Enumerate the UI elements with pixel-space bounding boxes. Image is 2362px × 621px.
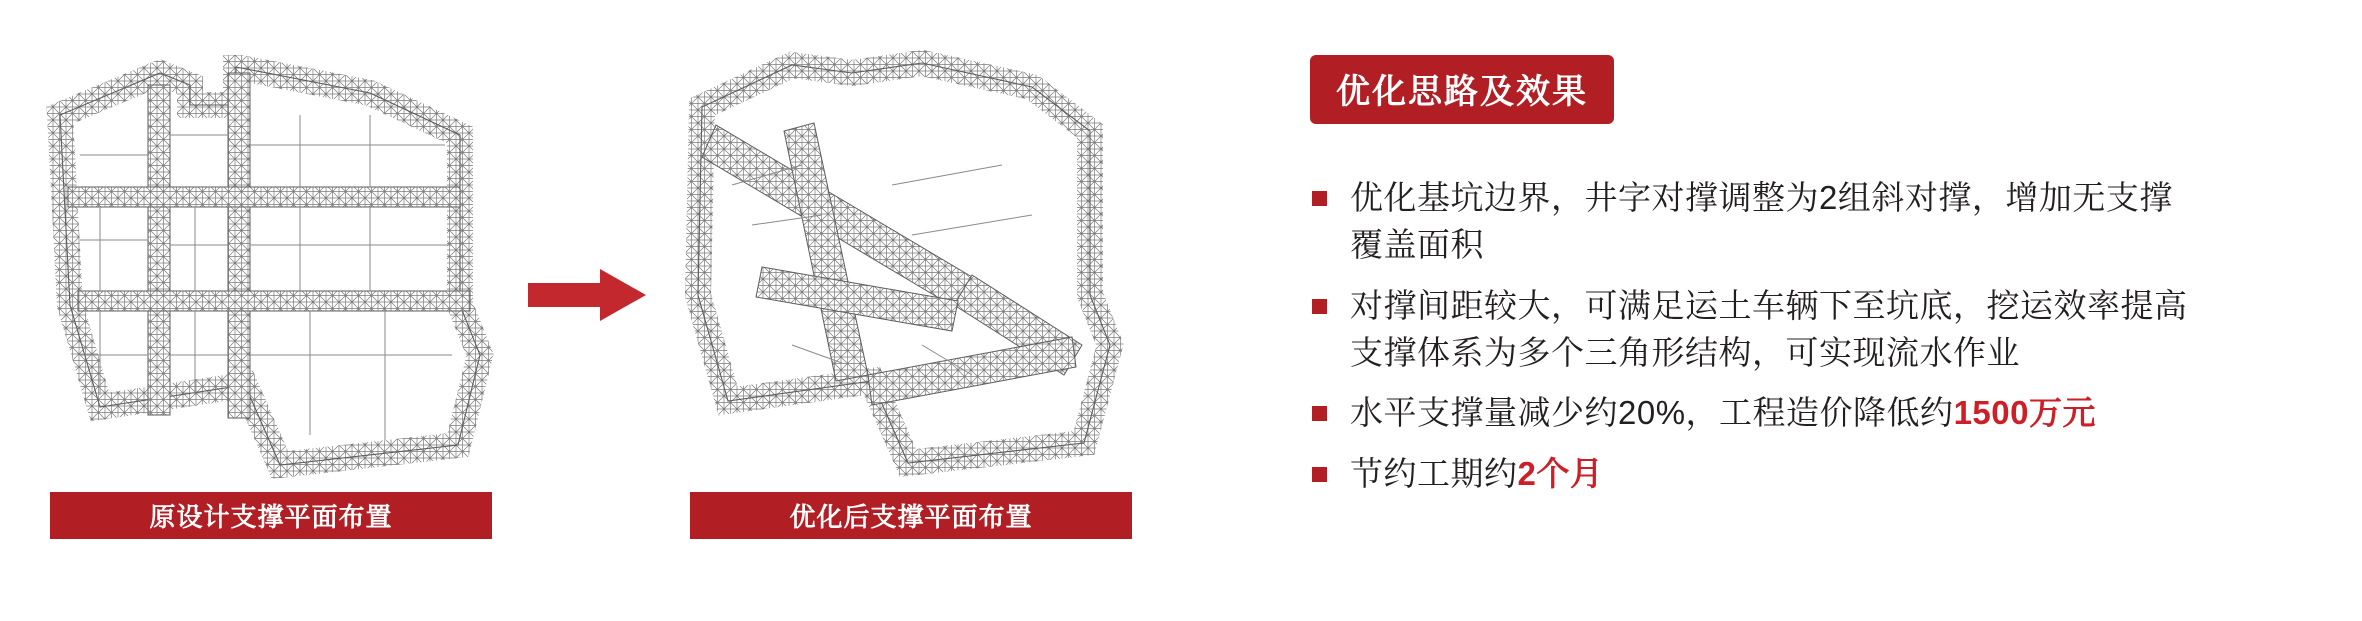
- optimized-plan-drawing: [672, 45, 1142, 485]
- brace-vertical-2: [228, 73, 250, 418]
- panel-title: 优化思路及效果: [1310, 55, 1614, 124]
- brace-vertical-1: [148, 85, 170, 415]
- transition-arrow: [528, 265, 648, 325]
- optimized-plan-figure: [672, 45, 1142, 485]
- excavation-boundary: [60, 67, 480, 465]
- diagonal-brace-3: [784, 123, 868, 381]
- caption-optimized-design: 优化后支撑平面布置: [690, 492, 1132, 539]
- brace-horizontal-2: [78, 291, 470, 311]
- original-plan-figure: [40, 55, 500, 485]
- right-arrow-icon: [528, 265, 648, 325]
- list-item: [1308, 390, 2348, 437]
- original-plan-drawing: [40, 55, 500, 485]
- bullet-square-icon: [1312, 467, 1327, 482]
- bullet-line: 覆盖面积: [1350, 225, 1484, 263]
- bullet-square-icon: [1312, 406, 1327, 421]
- list-item: [1308, 175, 2348, 269]
- highlight-value: 1500万元: [1953, 394, 2096, 432]
- bullet-line: 支撑体系为多个三角形结构，可实现流水作业: [1350, 333, 2020, 371]
- summary-panel: [1300, 0, 2360, 621]
- bullet-square-icon: [1312, 191, 1327, 206]
- list-item: [1308, 451, 2348, 498]
- diagonal-brace-4: [868, 337, 1076, 405]
- highlight-value: 2个月: [1517, 455, 1604, 493]
- bullet-text: 水平支撑量减少约20%，工程造价降低约: [1350, 394, 1954, 432]
- caption-original-design: 原设计支撑平面布置: [50, 492, 492, 539]
- bullet-line: 优化基坑边界，井字对撑调整为2组斜对撑，增加无支撑: [1350, 179, 2173, 216]
- benefits-list: [1308, 175, 2348, 512]
- bullet-text: 节约工期约: [1350, 455, 1518, 493]
- bullet-line: 对撑间距较大，可满足运土车辆下至坑底，挖运效率提高: [1350, 286, 2188, 324]
- bullet-line: [1350, 390, 2348, 437]
- bullet-line: [1350, 451, 2348, 498]
- brace-horizontal-1: [68, 187, 460, 207]
- list-item: [1308, 283, 2348, 377]
- bullet-square-icon: [1312, 299, 1327, 314]
